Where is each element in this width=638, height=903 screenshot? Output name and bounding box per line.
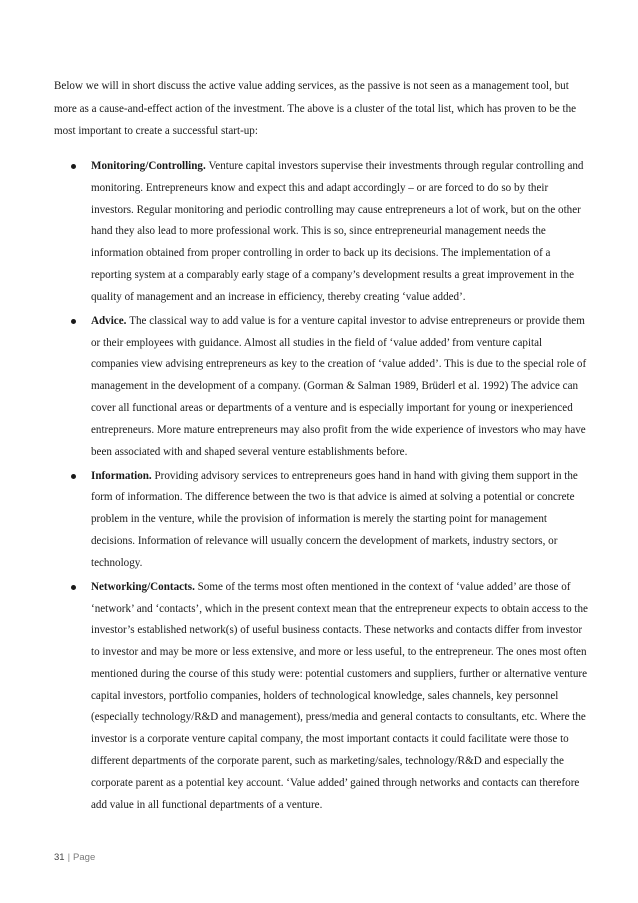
intro-paragraph: Below we will in short discuss the active value adding services, as the passive is not seen as a management tool, but more as a cause-and-effect action of the investment. The above is a cluster of the total list, which has proven to be the most important to create a successful start-up: — [54, 80, 577, 138]
bullet-heading: Networking/Contacts. — [91, 580, 198, 593]
page-label: Page — [73, 852, 96, 863]
list-item — [54, 156, 592, 309]
bullet-heading: Monitoring/Controlling. — [91, 160, 209, 172]
list-item — [54, 311, 592, 464]
bullet-heading: Information. — [91, 469, 155, 482]
bullet-body: The classical way to add value is for a venture capital investor to advise entrepreneurs or provide them or their employees with guidance. Almost all studies in the field of ‘value added’ from venture capital companies view advising entrepreneurs as key to the creation of ‘value added’. This is due to the special role of management in the development of a company. (Gorman & Salman 1989, Brüderl et al. 1992) The advice can cover all functional areas or departments of a venture and is especially important for young or inexperienced entrepreneurs. More mature entrepreneurs may also profit from the wide experience of investors who may have been associated with and shaped several venture establishments before. — [91, 314, 587, 458]
page-number: 31 — [54, 852, 65, 863]
footer-separator: | — [67, 852, 71, 863]
bullet-icon — [71, 164, 76, 169]
bullet-icon — [71, 319, 76, 324]
bullet-heading: Advice. — [91, 314, 130, 327]
page-footer — [54, 852, 95, 863]
bullet-body: Some of the terms most often mentioned in the context of ‘value added’ are those of ‘network’ and ‘contacts’, which in the present context mean that the entrepreneur expects to obtain access to the investor’s established network(s) of useful business contacts. These networks and contacts differ from investor to investor and may be more or less extensive, and more or less useful, to the entrepreneur. The ones most often mentioned during the course of this study were: potential customers and suppliers, further or alternative venture capital investors, portfolio companies, holders of technological knowledge, sales channels, key personnel (especially technology/R&D and management), press/media and general contacts to consultants, etc. Where the investor is a corporate venture capital company, the most important contacts it could facilitate were those to different departments of the corporate parent, such as marketing/sales, technology/R&D and especially the corporate parent as a potential key account. ‘Value added’ gained through networks and contacts can therefore add value in all functional departments of a venture. — [91, 580, 588, 811]
bullet-body: Venture capital investors supervise their investments through regular controlling and monitoring. Entrepreneurs know and expect this and adapt accordingly – or are forced to do so by their investors. Regular monitoring and periodic controlling may cause entrepreneurs a lot of work, but on the other hand they also lead to more professional work. This is so, since entrepreneurial management needs the information obtained from proper controlling in order to back up its decisions. The implementation of a reporting system at a comparably early stage of a company’s development results a great improvement in the quality of management and an increase in efficiency, thereby creating ‘value added’. — [91, 160, 584, 303]
list-item — [54, 466, 592, 575]
bullet-body: Providing advisory services to entrepreneurs goes hand in hand with giving them support in the form of information. The difference between the two is that advice is aimed at solving a potential or concrete problem in the venture, while the provision of information is merely the starting point for management decisions. Information of relevance will usually concern the development of markets, industry sectors, or technology. — [91, 469, 578, 569]
value-added-services-list — [54, 156, 592, 819]
bullet-icon — [71, 585, 76, 590]
list-item — [54, 577, 592, 817]
bullet-icon — [71, 474, 76, 479]
